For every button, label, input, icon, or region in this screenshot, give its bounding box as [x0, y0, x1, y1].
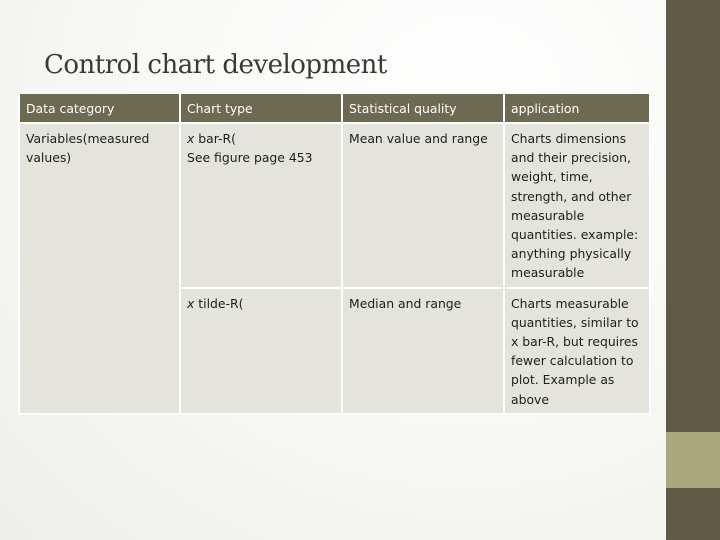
sidebar-accent-bottom [666, 488, 720, 540]
header-data-category: Data category [19, 94, 180, 123]
cell-statistical-quality: Median and range [342, 288, 504, 414]
cell-statistical-quality: Mean value and range [342, 123, 504, 288]
control-chart-table [18, 94, 651, 415]
header-statistical-quality: Statistical quality [342, 94, 504, 123]
cell-chart-type [180, 123, 342, 288]
chart-type-name [187, 129, 335, 148]
chart-type-text: bar-R( [194, 131, 236, 146]
cell-application: Charts measurable quantities, similar to x bar-R, but requires fewer calculation to plot. Example as above [504, 288, 650, 414]
chart-type-note: See figure page 453 [187, 150, 313, 166]
cell-chart-type [180, 288, 342, 414]
chart-type-text: tilde-R( [194, 295, 244, 311]
chart-type-symbol: x [187, 295, 195, 311]
header-application: application [504, 94, 650, 123]
table-header-row [19, 94, 650, 123]
cell-data-category: Variables(measured values) [19, 123, 180, 414]
header-chart-type: Chart type [180, 94, 342, 123]
slide-title: Control chart development [44, 50, 387, 80]
table-row [19, 123, 650, 288]
sidebar-accent-middle [666, 432, 720, 488]
chart-type-symbol: x [187, 131, 195, 146]
sidebar-accent-top [666, 0, 720, 432]
chart-type-name [187, 294, 335, 313]
cell-application: Charts dimensions and their precision, weight, time, strength, and other measurable quantities. example: anything physically measurable [504, 123, 650, 288]
